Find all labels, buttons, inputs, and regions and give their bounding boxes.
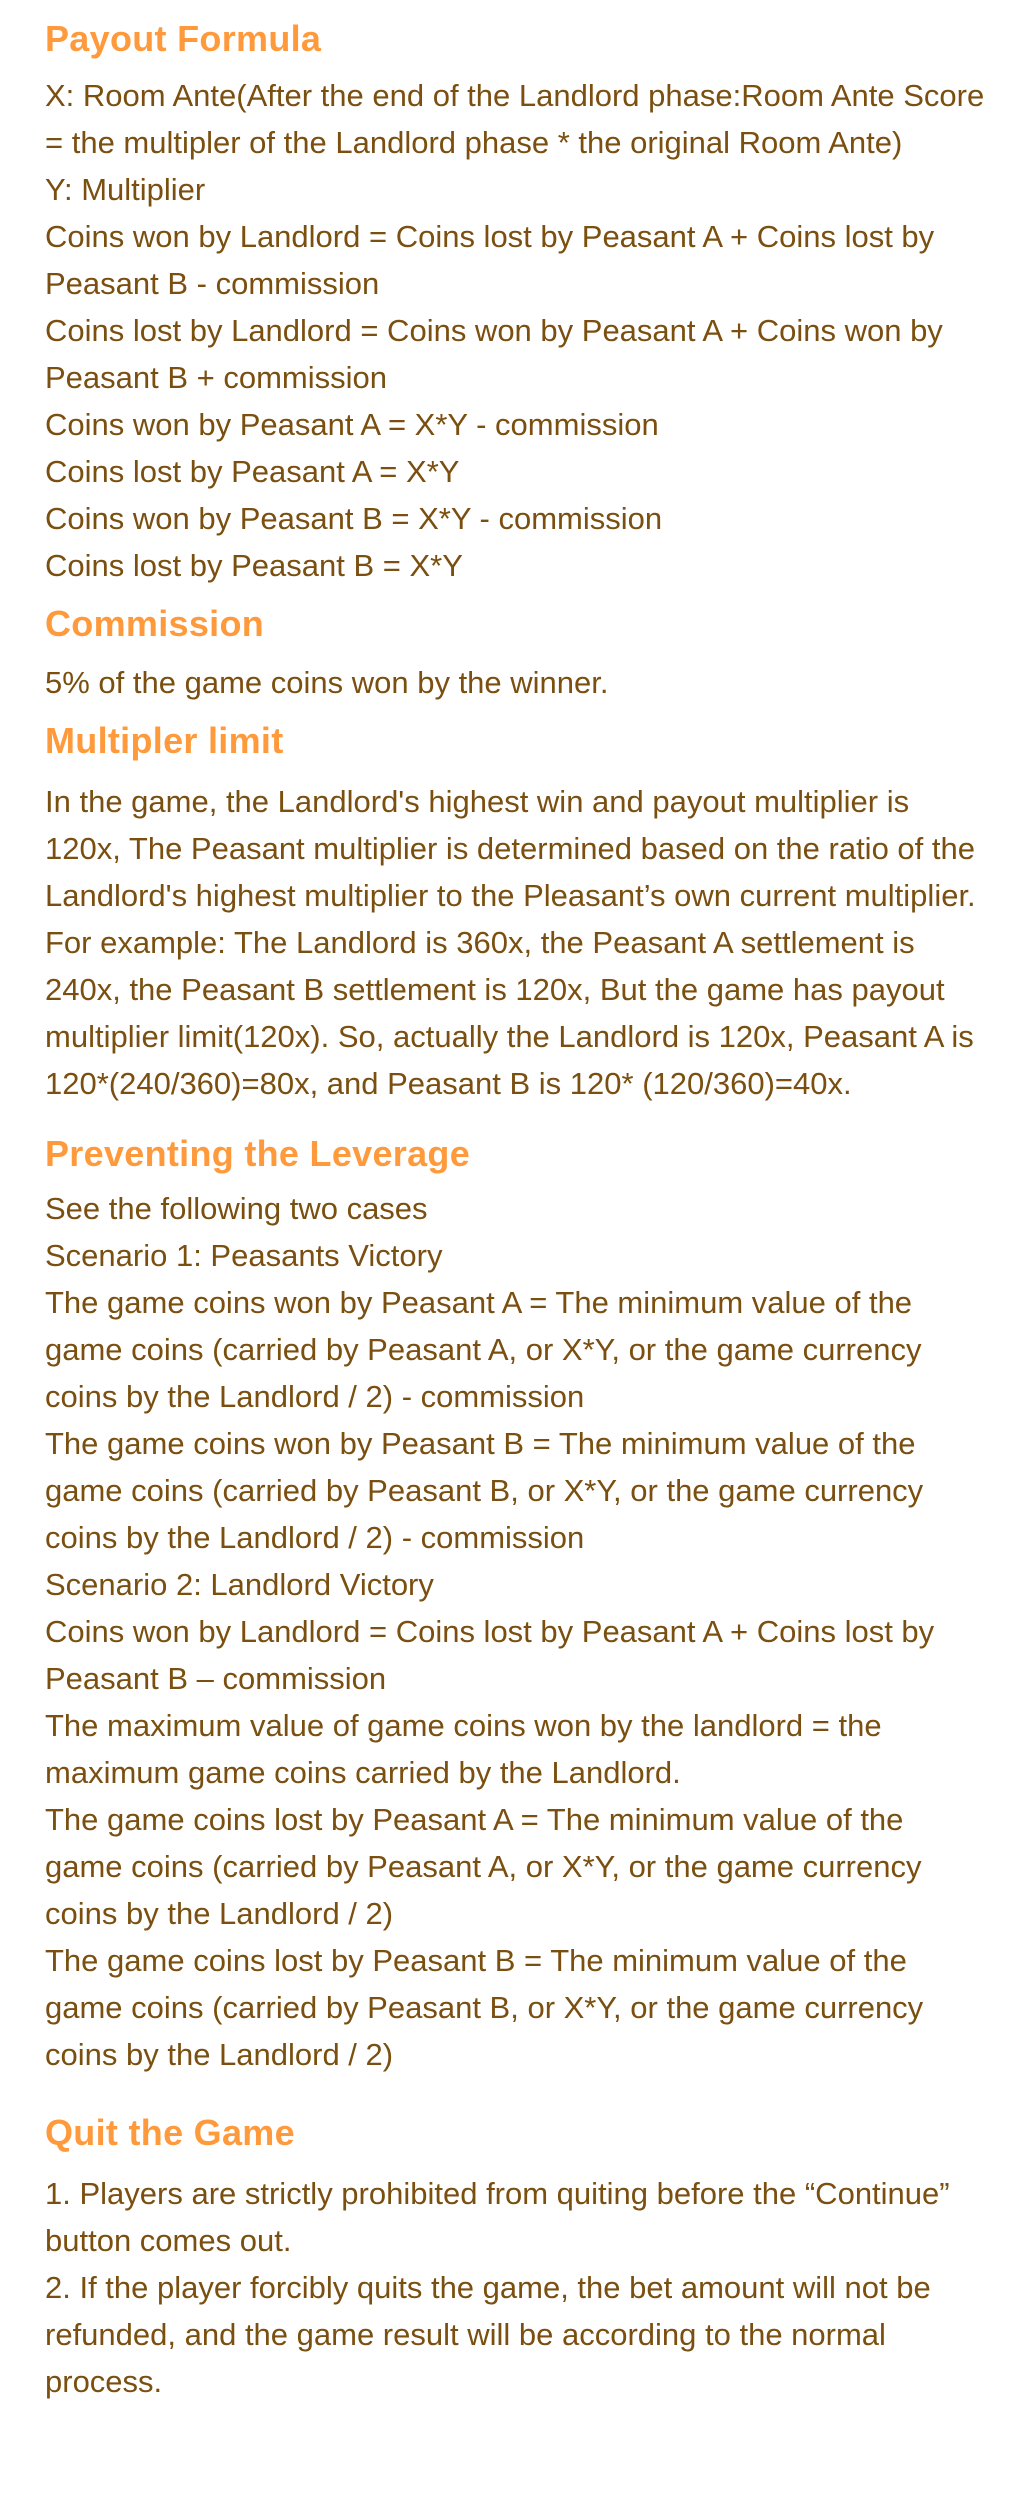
leverage-line: The game coins lost by Peasant B = The minimum value of the game coins (carried by Peasant B, or X*Y, or the game currency coins by the Landlord / 2) (45, 1943, 924, 2072)
payout-formula-heading: Payout Formula (45, 18, 322, 59)
quit-game-section (45, 2108, 986, 2405)
payout-line: Coins won by Peasant A = X*Y - commission (45, 407, 659, 442)
payout-line: X: Room Ante(After the end of the Landlord phase:Room Ante Score = the multipler of the Landlord phase * the original Room Ante) (45, 78, 985, 160)
multiplier-limit-section (45, 716, 986, 1107)
payout-line: Coins won by Peasant B = X*Y - commission (45, 501, 663, 536)
preventing-leverage-heading: Preventing the Leverage (45, 1133, 471, 1174)
leverage-line: The game coins won by Peasant B = The minimum value of the game coins (carried by Peasant B, or X*Y, or the game currency coins by the Landlord / 2) - commission (45, 1426, 924, 1555)
scenario-title: Scenario 2: Landlord Victory (45, 1567, 434, 1602)
commission-section (45, 599, 986, 706)
multiplier-limit-heading: Multipler limit (45, 720, 284, 761)
quit-rule: 1. Players are strictly prohibited from quiting before the “Continue” button comes out. (45, 2176, 950, 2258)
preventing-leverage-section (45, 1129, 986, 2078)
scenario-title: Scenario 1: Peasants Victory (45, 1238, 443, 1273)
leverage-line: The game coins lost by Peasant A = The minimum value of the game coins (carried by Peasant A, or X*Y, or the game currency coins by the Landlord / 2) (45, 1802, 922, 1931)
commission-text: 5% of the game coins won by the winner. (45, 665, 609, 700)
payout-line: Coins lost by Peasant A = X*Y (45, 454, 460, 489)
payout-formula-section (45, 14, 986, 589)
quit-game-heading: Quit the Game (45, 2112, 295, 2153)
multiplier-limit-text: In the game, the Landlord's highest win and payout multiplier is 120x, The Peasant multiplier is determined based on the ratio of the Landlord's highest multiplier to the Pleasant’s own current multiplier. For example: The Landlord is 360x, the Peasant A settlement is 240x, the Peasant B settlement is 120x, But the game has payout multiplier limit(120x). So, actually the Landlord is 120x, Peasant A is 120*(240/360)=80x, and Peasant B is 120* (120/360)=40x. (45, 784, 976, 1101)
payout-line: Coins won by Landlord = Coins lost by Peasant A + Coins lost by Peasant B - commission (45, 219, 935, 301)
leverage-line: See the following two cases (45, 1191, 428, 1226)
payout-line: Coins lost by Landlord = Coins won by Peasant A + Coins won by Peasant B + commission (45, 313, 943, 395)
quit-rule: 2. If the player forcibly quits the game, the bet amount will not be refunded, and the game result will be according to the normal process. (45, 2270, 931, 2399)
commission-heading: Commission (45, 603, 265, 644)
payout-line: Coins lost by Peasant B = X*Y (45, 548, 463, 583)
rules-page (0, 14, 1020, 2494)
payout-line: Y: Multiplier (45, 172, 206, 207)
leverage-line: Coins won by Landlord = Coins lost by Peasant A + Coins lost by Peasant B – commission (45, 1614, 935, 1696)
leverage-line: The game coins won by Peasant A = The minimum value of the game coins (carried by Peasant A, or X*Y, or the game currency coins by the Landlord / 2) - commission (45, 1285, 922, 1414)
leverage-line: The maximum value of game coins won by the landlord = the maximum game coins carried by the Landlord. (45, 1708, 882, 1790)
